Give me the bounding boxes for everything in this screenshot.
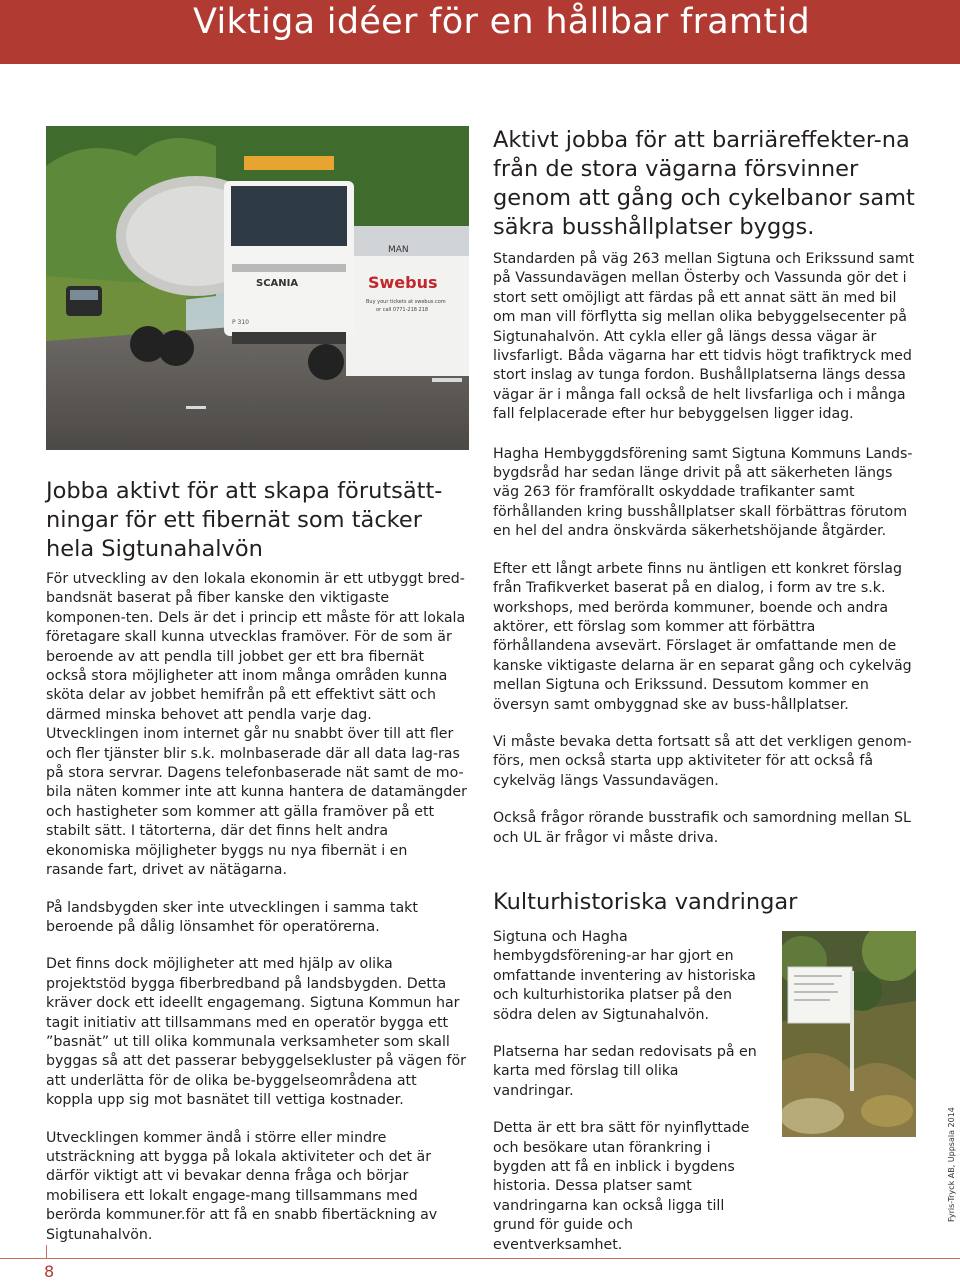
fiber-p2: På landsbygden sker inte utvecklingen i samma takt beroende på dålig lönsamhet för operatörerna.	[46, 899, 418, 935]
truck-plate-text: P 310	[232, 319, 249, 326]
culture-text	[493, 928, 761, 1273]
title-banner	[0, 0, 960, 64]
barrier-heading: Aktivt jobba för att barriäreffekter-na från de stora vägarna försvinner genom att gång och cykelbanor samt säkra busshållplatser byggs.	[493, 127, 915, 240]
sign-photo-illustration	[782, 931, 916, 1137]
barrier-p2: Hagha Hembyggdsförening samt Sigtuna Kommuns Lands-bygdsråd har sedan länge drivit på att säkerheten längs väg 263 för framförallt oskyddade trafikanter samt förhållanden kring busshållplatser skall förbättras förutom en hel del andra önskvärda säkerhetshöjande åtgärder.	[493, 445, 913, 540]
culture-p2: Platserna har sedan redovisats på en karta med förslag till olika vandringar.	[493, 1044, 757, 1099]
fiber-p3: Det finns dock möjligheter att med hjälp av olika projektstöd bygga fiberbredband på landsbygden. Detta kräver dock ett ideellt engagemang. Sigtuna Kommun har tagit initiativ att tillsammans med en operatör bygga ett ”basnät” ut till olika kommunala verksamheter som skall byggas så att det passerar bebyggelsekluster på vägen för att underlätta för de olika be-byggelseområdena att koppla upp sig mot basnätet till vettiga kostnader.	[46, 956, 466, 1109]
fiber-text	[46, 570, 468, 1263]
footer-rule	[0, 1258, 960, 1259]
print-credit: Fyris-Tryck AB, Uppsala 2014	[947, 1107, 956, 1222]
culture-heading: Kulturhistoriska vandringar	[493, 889, 798, 915]
bus-phone-text: or call 0771-218 218	[376, 307, 429, 313]
bus-slogan-text: Buy your tickets at swebus.com	[366, 299, 446, 305]
sign-photo	[782, 931, 916, 1137]
page-title: Viktiga idéer för en hållbar framtid	[193, 2, 810, 42]
truck-photo-illustration	[46, 126, 469, 450]
page-number: 8	[44, 1262, 55, 1281]
barrier-text	[493, 250, 915, 866]
truck-photo	[46, 126, 469, 450]
bus-brand-text: Swebus	[368, 273, 438, 292]
culture-p3: Detta är ett bra sätt för nyinflyttade och besökare utan förankring i bygden att få en inblick i bygdens historia. Dessa platser samt vandringarna kan också ligga till grund för guide och eventverksamhet.	[493, 1120, 750, 1253]
footer-tick	[46, 1245, 47, 1258]
barrier-p4: Vi måste bevaka detta fortsatt så att det verkligen genom-förs, men också starta upp aktiviteter för att också få cykelväg längs Vassundavägen.	[493, 733, 912, 789]
fiber-p1: För utveckling av den lokala ekonomin är ett utbyggt bred-bandsnät baserat på fiber kanske den viktigaste komponen-ten. Dels är det i princip ett måste för att lokala företagare skall kunna utvecklas framöver. För de som är beroende av att pendla till jobbet ger ett bra fibernät också stora möjligheter att inom många områden kunna sköta delar av jobbet hemifrån på ett effektivt sätt och därmed minska behovet att pendla varje dag. Utvecklingen inom internet går nu snabbt över till att fler och fler tjänster blir s.k. molnbaserade där all data lag-ras på stora servrar. Dagens telefonbaserade nät samt de mo-bila näten kommer inte att kunna hantera de datamängder och hastigheter som kommer att gälla framöver på ett stabilt sätt. I tätorterna, där det finns helt andra ekonomiska möjligheter byggs nu nya fibernät i en rasande fart, drivet av nätägarna.	[46, 571, 467, 879]
truck-brand-text: SCANIA	[256, 278, 299, 289]
barrier-p1: Standarden på väg 263 mellan Sigtuna och Erikssund samt på Vassundavägen mellan Österby och Vassunda gör det i stort sett omöjligt att färdas på ett annat sätt än med bil om man vill förflytta sig mellan olika bebyggelsecenter på Sigtunahalvön. Att cykla eller gå längs dessa vägar är livsfarligt. Båda vägarna har ett tidvis högt trafiktryck med stort inslag av tunga fordon. Bushållplatserna längs dessa vägar är i många fall också de helt livsfarliga och i många fall felplacerade efter hur bebyggelsen ligger idag.	[493, 251, 915, 423]
fiber-p4: Utvecklingen kommer ändå i större eller mindre utsträckning att bygga på lokala aktiviteter och det är därför viktigt att vi bevakar denna fråga och börjar mobilisera ett lokalt engage-mang tillsammans med berörda kommuner.för att få en snabb fibertäckning av Sigtunahalvön.	[46, 1129, 438, 1243]
barrier-p5: Också frågor rörande busstrafik och samordning mellan SL och UL är frågor vi måste driva.	[493, 810, 911, 846]
culture-p1: Sigtuna och Hagha hembygdsförening-ar har gjort en omfattande inventering av historiska och kulturhistorika platser på den södra delen av Sigtunahalvön.	[493, 929, 756, 1023]
bus-maker-text: MAN	[388, 245, 409, 255]
fiber-heading: Jobba aktivt för att skapa förutsätt-ningar för ett fibernät som täcker hela Sigtunahalvön	[46, 478, 443, 562]
barrier-p3: Efter ett långt arbete finns nu äntligen ett konkret förslag från Trafikverket baserat på en dialog, i form av tre s.k. workshops, med berörda kommuner, boende och andra aktörer, ett förslag som kommer att förbättra förhållandena avsevärt. Förslaget är omfattande men de kanske viktigaste delarna är en separat gång och cykelväg mellan Sigtuna och Erikssund. Dessutom kommer en översyn samt ombyggnad ske av buss-hållplatser.	[493, 560, 912, 713]
